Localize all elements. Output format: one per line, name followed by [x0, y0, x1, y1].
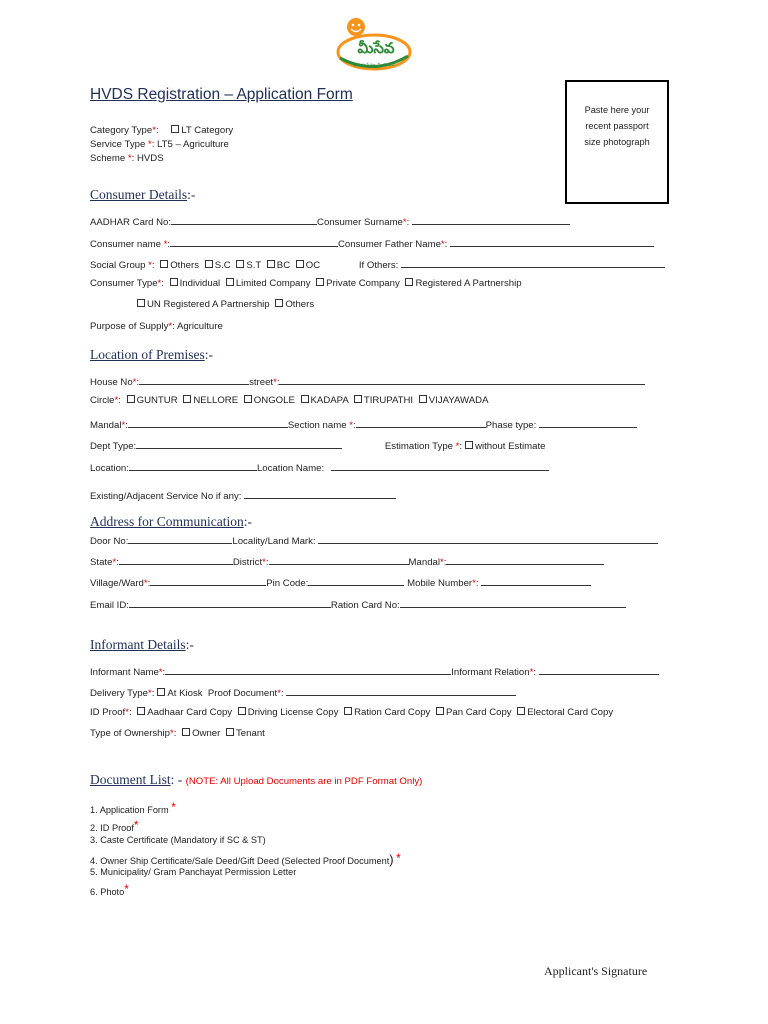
- state-field[interactable]: [119, 554, 233, 565]
- mandal-row: Mandal*: Section name *: Phase type:: [90, 417, 637, 431]
- type-others-checkbox[interactable]: [275, 299, 283, 307]
- locality-field[interactable]: [318, 533, 658, 544]
- section-name-field[interactable]: [356, 417, 486, 428]
- ration-card-field[interactable]: [400, 597, 626, 608]
- proof-document-label: Proof Document: [207, 688, 278, 699]
- social-group-row: Social Group *: Others S.C S.T BC OC If Others:: [90, 257, 665, 271]
- id-driving-checkbox[interactable]: [238, 707, 246, 715]
- door-row: [90, 533, 658, 547]
- id-ration-checkbox[interactable]: [344, 707, 352, 715]
- mandal-field[interactable]: [128, 417, 288, 428]
- logo-tagline: ప్రభుత్వ సేవలు మీ చెంతకు: [353, 62, 395, 67]
- circle-tirupathi-checkbox[interactable]: [354, 395, 362, 403]
- consumer-type-option: Limited Company: [235, 278, 311, 289]
- state-label: State: [90, 557, 113, 568]
- id-pan-checkbox[interactable]: [436, 707, 444, 715]
- ration-card-label: Ration Card No:: [330, 600, 400, 611]
- location-label: Location:: [90, 463, 129, 474]
- house-no-field[interactable]: [139, 374, 249, 385]
- consumer-name-row: Consumer name *: Consumer Father Name*:: [90, 236, 654, 250]
- consumer-type-option: Registered A Partnership: [415, 278, 522, 289]
- delivery-kiosk-checkbox[interactable]: [157, 688, 165, 696]
- village-label: Village/Ward: [90, 578, 144, 589]
- circle-vijayawada-checkbox[interactable]: [419, 395, 427, 403]
- if-others-field[interactable]: [401, 257, 665, 268]
- id-option: Electoral Card Copy: [527, 707, 614, 718]
- logo-text: మీసేవ: [357, 40, 395, 57]
- social-option: OC: [305, 260, 321, 271]
- purpose-label: Purpose of Supply: [90, 321, 169, 332]
- aadhar-field[interactable]: [171, 214, 317, 225]
- dept-row: Dept Type: Estimation Type *: without Estimate: [90, 438, 545, 452]
- mandal-label: Mandal: [90, 420, 122, 431]
- village-row: Village/Ward*: Pin Code: Mobile Number*:: [90, 575, 591, 589]
- id-option: Aadhaar Card Copy: [147, 707, 233, 718]
- district-field[interactable]: [269, 554, 409, 565]
- social-option: Others: [170, 260, 200, 271]
- house-row: House No*: street*:: [90, 374, 645, 388]
- service-type-value: : LT5 – Agriculture: [151, 139, 229, 150]
- photo-box-label: Paste here your recent passport size photograph: [584, 105, 650, 147]
- logo: [334, 14, 414, 72]
- existing-service-label: Existing/Adjacent Service No if any:: [90, 491, 242, 502]
- consumer-type-label: Consumer Type: [90, 278, 158, 289]
- scheme-value: : HVDS: [131, 153, 164, 164]
- delivery-type-label: Delivery Type: [90, 688, 148, 699]
- delivery-value: At Kiosk: [167, 688, 203, 699]
- title-text: HVDS Registration – Application Form: [90, 86, 353, 103]
- circle-option: NELLORE: [193, 395, 239, 406]
- mobile-label: Mobile Number: [407, 578, 473, 589]
- existing-service-row: [90, 488, 396, 502]
- informant-name-row: Informant Name*: Informant Relation*:: [90, 664, 659, 678]
- document-item: 1. Application Form *: [90, 800, 176, 815]
- type-private-checkbox[interactable]: [316, 278, 324, 286]
- location-name-label: Location Name:: [256, 463, 325, 474]
- surname-field[interactable]: [412, 214, 570, 225]
- existing-service-field[interactable]: [244, 488, 396, 499]
- father-name-field[interactable]: [450, 236, 654, 247]
- pin-code-label: Pin Code:: [266, 578, 309, 589]
- door-no-field[interactable]: [128, 533, 232, 544]
- section-location: Location of Premises:-: [90, 347, 213, 362]
- ownership-label: Type of Ownership: [90, 728, 170, 739]
- circle-option: TIRUPATHI: [363, 395, 414, 406]
- aadhar-label: AADHAR Card No:: [90, 217, 172, 228]
- estimation-checkbox[interactable]: [465, 441, 473, 449]
- state-row: State*: District*: Mandal*:: [90, 554, 604, 568]
- proof-document-field[interactable]: [286, 685, 516, 696]
- email-label: Email ID:: [90, 600, 129, 611]
- consumer-type-option: Private Company: [326, 278, 400, 289]
- informant-relation-label: Informant Relation: [451, 667, 530, 678]
- applicant-signature-label: Applicant's Signature: [544, 964, 648, 978]
- page-title: [90, 86, 353, 104]
- circle-option: KADAPA: [310, 395, 349, 406]
- email-field[interactable]: [129, 597, 331, 608]
- street-label: street: [249, 377, 274, 388]
- if-others-label: If Others:: [358, 260, 399, 271]
- social-option: S.T: [246, 260, 262, 271]
- id-electoral-checkbox[interactable]: [517, 707, 525, 715]
- service-type-row: Service Type *: LT5 – Agriculture: [90, 139, 229, 150]
- social-option: BC: [276, 260, 291, 271]
- village-field[interactable]: [150, 575, 266, 586]
- phase-type-field[interactable]: [539, 417, 637, 428]
- social-sc-checkbox[interactable]: [205, 260, 213, 268]
- circle-option: ONGOLE: [253, 395, 295, 406]
- type-limited-checkbox[interactable]: [226, 278, 234, 286]
- pin-code-field[interactable]: [308, 575, 404, 586]
- consumer-name-field[interactable]: [170, 236, 338, 247]
- section-address: Address for Communication:-: [90, 514, 252, 529]
- consumer-type-option: Others: [285, 299, 315, 310]
- location-field[interactable]: [129, 460, 257, 471]
- address-mandal-field[interactable]: [446, 554, 604, 565]
- circle-option: GUNTUR: [136, 395, 178, 406]
- section-consumer-details: Consumer Details:-: [90, 187, 196, 202]
- consumer-type-row-2: [134, 299, 314, 310]
- category-checkbox[interactable]: [171, 125, 179, 133]
- consumer-name-label: Consumer name: [90, 239, 161, 250]
- informant-name-field[interactable]: [165, 664, 451, 675]
- circle-option: VIJAYAWADA: [428, 395, 489, 406]
- estimation-value: without Estimate: [475, 441, 546, 452]
- id-option: Driving License Copy: [247, 707, 339, 718]
- locality-label: Locality/Land Mark:: [232, 536, 316, 547]
- surname-label: Consumer Surname: [317, 217, 403, 228]
- circle-guntur-checkbox[interactable]: [127, 395, 135, 403]
- email-row: [90, 597, 626, 611]
- type-registered-checkbox[interactable]: [405, 278, 413, 286]
- id-aadhaar-checkbox[interactable]: [137, 707, 145, 715]
- dept-type-label: Dept Type:: [90, 441, 137, 452]
- type-individual-checkbox[interactable]: [170, 278, 178, 286]
- section-name-label: Section name: [287, 420, 347, 431]
- location-name-field[interactable]: [331, 460, 549, 471]
- id-proof-row: ID Proof*: Aadhaar Card Copy Driving License Copy Ration Card Copy Pan Card Copy Electoral Card Copy: [90, 707, 614, 718]
- informant-relation-field[interactable]: [539, 664, 659, 675]
- informant-name-label: Informant Name: [90, 667, 159, 678]
- document-item: 4. Owner Ship Certificate/Sale Deed/Gift Deed (Selected Proof Document) *: [90, 851, 401, 867]
- purpose-row: Purpose of Supply*: Agriculture: [90, 321, 223, 332]
- document-item: 3. Caste Certificate (Mandatory if SC & ST): [90, 835, 266, 845]
- category-type-label: Category Type: [90, 125, 153, 136]
- purpose-value: : Agriculture: [172, 321, 223, 332]
- social-st-checkbox[interactable]: [236, 260, 244, 268]
- owner-checkbox[interactable]: [182, 728, 190, 736]
- scheme-row: Scheme *: HVDS: [90, 153, 164, 164]
- phase-type-label: Phase type:: [485, 420, 537, 431]
- ownership-row: Type of Ownership*: Owner Tenant: [90, 728, 265, 739]
- social-group-label: Social Group: [90, 260, 146, 271]
- estimation-type-label: Estimation Type: [384, 441, 453, 452]
- circle-row: Circle*: GUNTUR NELLORE ONGOLE KADAPA TIRUPATHI VIJAYAWADA: [90, 395, 489, 406]
- category-type-value: LT Category: [181, 125, 234, 136]
- address-mandal-label: Mandal: [408, 557, 440, 568]
- document-item: 2. ID Proof*: [90, 818, 139, 833]
- section-informant: Informant Details:-: [90, 637, 194, 652]
- consumer-type-option: UN Registered A Partnership: [147, 299, 270, 310]
- father-name-label: Consumer Father Name: [338, 239, 441, 250]
- ownership-option: Owner: [192, 728, 221, 739]
- id-proof-label: ID Proof: [90, 707, 126, 718]
- photo-box[interactable]: [565, 80, 669, 204]
- social-oc-checkbox[interactable]: [296, 260, 304, 268]
- social-others-checkbox[interactable]: [160, 260, 168, 268]
- circle-kadapa-checkbox[interactable]: [301, 395, 309, 403]
- district-label: District: [232, 557, 263, 568]
- document-item: 5. Municipality/ Gram Panchayat Permission Letter: [90, 867, 297, 877]
- consumer-type-row: Consumer Type*: Individual Limited Company Private Company Registered A Partnership: [90, 278, 522, 289]
- service-type-label: Service Type: [90, 139, 146, 150]
- id-option: Pan Card Copy: [446, 707, 512, 718]
- mobile-field[interactable]: [481, 575, 591, 586]
- tenant-checkbox[interactable]: [226, 728, 234, 736]
- category-type-row: Category Type*: LT Category: [90, 125, 234, 136]
- circle-ongole-checkbox[interactable]: [244, 395, 252, 403]
- section-document-list: Document List: - (NOTE: All Upload Documents are in PDF Format Only): [90, 772, 423, 787]
- document-item: 6. Photo*: [90, 882, 129, 897]
- social-bc-checkbox[interactable]: [267, 260, 275, 268]
- street-field[interactable]: [279, 374, 645, 385]
- scheme-label: Scheme: [90, 153, 126, 164]
- delivery-row: Delivery Type*: At Kiosk Proof Document*:: [90, 685, 516, 699]
- consumer-type-option: Individual: [179, 278, 221, 289]
- circle-label: Circle: [90, 395, 115, 406]
- aadhar-row: AADHAR Card No: Consumer Surname*:: [90, 214, 570, 228]
- id-option: Ration Card Copy: [354, 707, 431, 718]
- location-row: [90, 460, 549, 474]
- document-note: (NOTE: All Upload Documents are in PDF Format Only): [185, 776, 423, 787]
- social-option: S.C: [214, 260, 231, 271]
- dept-type-field[interactable]: [136, 438, 342, 449]
- type-unregistered-checkbox[interactable]: [137, 299, 145, 307]
- ownership-option: Tenant: [236, 728, 265, 739]
- circle-nellore-checkbox[interactable]: [183, 395, 191, 403]
- door-no-label: Door No:: [90, 536, 129, 547]
- house-no-label: House No: [90, 377, 133, 388]
